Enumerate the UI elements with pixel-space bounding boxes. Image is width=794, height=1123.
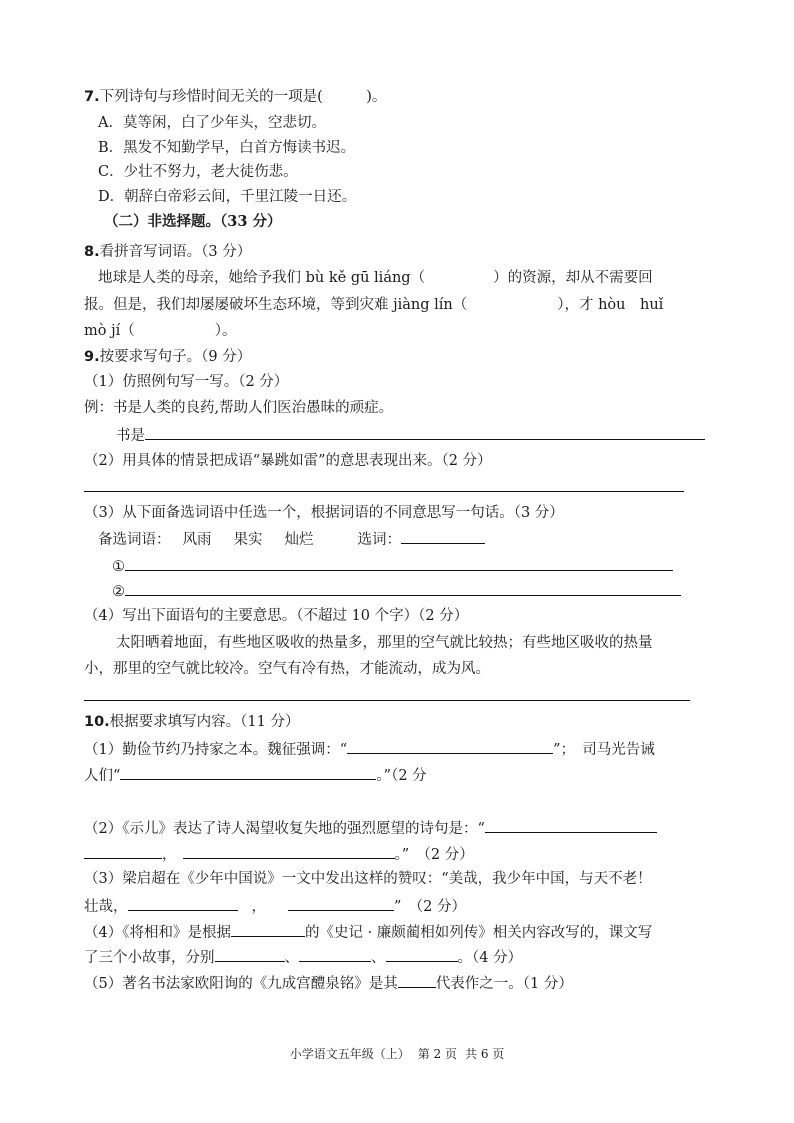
q8-title: 8.看拼音写词语。（3 分）: [84, 244, 252, 260]
q9-answer-2: ②: [112, 580, 681, 602]
answer-blank[interactable]: [128, 895, 238, 911]
answer-blank[interactable]: [125, 580, 681, 596]
answer-blank[interactable]: [386, 946, 458, 962]
q9-paragraph-line-2: 小，那里的空气就比较冷。空气有冷有热，才能流动，成为风。: [84, 661, 490, 677]
q8-line-2: 报。但是，我们却屡屡破坏生态环境，等到灾难 jiàng lín（ ），才 hòu huǐ: [84, 297, 664, 313]
answer-blank[interactable]: [347, 738, 553, 754]
q9-answer-1: ①: [112, 555, 673, 577]
answer-line[interactable]: [84, 700, 690, 701]
word-1: 风雨: [182, 532, 212, 548]
q9-candidates: 备选词语： 风雨 果实 灿烂 选词：: [98, 528, 485, 550]
q7-option-d: D．朝辞白帝彩云间，千里江陵一日还。: [98, 189, 357, 205]
footer-total-pages: 共 6 页: [465, 1047, 505, 1061]
answer-blank[interactable]: [485, 817, 657, 833]
q9-part1: （1）仿照例句写一写。（2 分）: [84, 374, 289, 390]
q9-book-line: 书是: [116, 424, 705, 446]
q7-stem: 7.下列诗句与珍惜时间无关的一项是( )。: [84, 89, 387, 105]
q10-part1-line2: 人们“ 。”（2 分: [84, 764, 427, 786]
q9-example: 例：书是人类的良药,帮助人们医治愚昧的顽症。: [84, 400, 394, 416]
answer-blank[interactable]: [398, 972, 436, 988]
q10-title: 10.根据要求填写内容。（11 分）: [84, 714, 300, 730]
q10-part4-line2: 了三个小故事，分别 、 、 。（4 分）: [84, 946, 522, 968]
q9-paragraph-line-1: 太阳晒着地面，有些地区吸收的热量多，那里的空气就比较热；有些地区吸收的热量: [116, 635, 653, 651]
footer-subject: 小学语文五年级（上）: [289, 1047, 410, 1061]
footer-page-number: 第 2 页: [417, 1047, 457, 1061]
answer-blank[interactable]: [145, 424, 705, 440]
answer-line[interactable]: [84, 491, 684, 492]
q7-option-b: B．黑发不知勤学早，白首方悔读书迟。: [98, 140, 356, 156]
q8-line-1: 地球是人类的母亲，她给予我们 bù kě gū liáng（ ）的资源，却从不需要回: [98, 270, 653, 286]
answer-blank[interactable]: [120, 764, 376, 780]
q9-part3: （3）从下面备选词语中任选一个，根据词语的不同意思写一句话。（3 分）: [84, 505, 564, 521]
answer-blank[interactable]: [231, 921, 305, 937]
q10-part5: （5）著名书法家欧阳询的《九成宫醴泉铭》是其 代表作之一。（1 分）: [84, 972, 573, 994]
q7-option-a: A．莫等闲，白了少年头，空悲切。: [98, 115, 326, 131]
q7-option-c: C．少壮不努力，老大徒伤悲。: [98, 164, 298, 180]
q9-part2: （2）用具体的情景把成语“暴跳如雷”的意思表现出来。（2 分）: [84, 453, 492, 469]
answer-blank[interactable]: [299, 946, 371, 962]
section-heading: （二）非选择题。（33 分）: [104, 213, 282, 230]
q9-part4: （4）写出下面语句的主要意思。（不超过 10 个字）（2 分）: [84, 608, 469, 624]
q10-part4-line1: （4）《将相和》是根据 的《史记 · 廉颇蔺相如列传》相关内容改写的，课文写: [84, 921, 652, 943]
page-footer: [0, 1045, 794, 1062]
q8-line-3: mò jí（ ）。: [84, 323, 237, 339]
answer-blank[interactable]: [84, 843, 162, 859]
answer-blank[interactable]: [288, 895, 394, 911]
q10-part3-line2: 壮哉， ， ” （2 分）: [84, 895, 466, 917]
q10-part2-line2: ， 。” （2 分）: [84, 843, 474, 865]
word-2: 果实: [233, 532, 263, 548]
q10-part2-line1: （2）《示儿》表达了诗人渴望收复失地的强烈愿望的诗句是：“: [84, 817, 657, 839]
q10-part3-line1: （3）梁启超在《少年中国说》一文中发出这样的赞叹：“美哉，我少年中国，与天不老！: [84, 871, 652, 887]
word-3: 灿烂: [284, 532, 314, 548]
answer-blank[interactable]: [215, 946, 285, 962]
q10-part1-line1: （1）勤俭节约乃持家之本。魏征强调：“ ”； 司马光告诫: [84, 738, 655, 760]
answer-blank[interactable]: [125, 555, 673, 571]
q9-title: 9.按要求写句子。（9 分）: [84, 349, 252, 365]
chosen-word-blank[interactable]: [401, 528, 485, 544]
answer-blank[interactable]: [183, 843, 395, 859]
